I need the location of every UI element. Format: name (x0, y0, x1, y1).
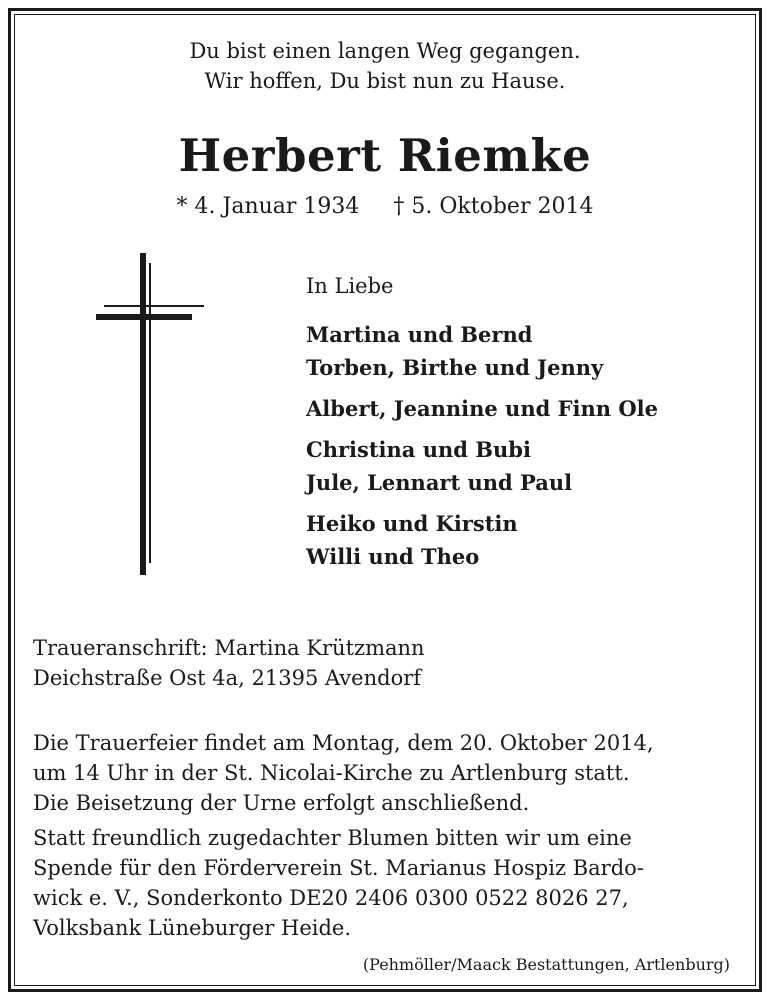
ceremony-line: Die Beisetzung der Urne erfolgt anschließend. (33, 791, 530, 815)
cross-vertical-line (149, 263, 151, 563)
donation-line: wick e. V., Sonderkonto DE20 2406 0300 0522 8026 27, (33, 886, 629, 910)
address-line: Traueranschrift: Martina Krützmann (33, 636, 425, 660)
mourner-line: Albert, Jeannine und Finn Ole (306, 396, 658, 421)
cross-icon (90, 253, 210, 575)
undertaker-credit: (Pehmöller/Maack Bestattungen, Artlenburg) (362, 955, 730, 974)
deceased-name: Herbert Riemke (178, 129, 592, 182)
mourner-line: Willi und Theo (306, 544, 480, 569)
death-date: † 5. Oktober 2014 (393, 194, 594, 219)
ceremony-line: Die Trauerfeier findet am Montag, dem 20. Oktober 2014, (33, 731, 654, 755)
birth-date: * 4. Januar 1934 (176, 194, 360, 219)
motto-line: Du bist einen langen Weg gegangen. (189, 39, 581, 63)
mourner-line: Christina und Bubi (306, 437, 531, 462)
address-line: Deichstraße Ost 4a, 21395 Avendorf (33, 666, 422, 690)
mourner-line: Heiko und Kirstin (306, 511, 518, 536)
cross-vertical-bar (140, 253, 146, 575)
mourner-group (306, 392, 658, 425)
cross-horizontal-bar (96, 314, 192, 320)
mourners-list (306, 318, 658, 581)
donation-line: Volksbank Lüneburger Heide. (33, 916, 352, 940)
donation-line: Spende für den Förderverein St. Marianus Hospiz Bardo- (33, 856, 644, 880)
mourners-intro: In Liebe (306, 274, 394, 298)
mourner-line: Martina und Bernd (306, 322, 533, 347)
donation-line: Statt freundlich zugedachter Blumen bitten wir um eine (33, 826, 632, 850)
life-dates (0, 192, 770, 222)
mourner-group (306, 318, 658, 384)
cross-horizontal-line (104, 305, 204, 307)
motto (0, 36, 770, 96)
donation-paragraph (33, 823, 644, 943)
ceremony-line: um 14 Uhr in der St. Nicolai-Kirche zu Artlenburg statt. (33, 761, 630, 785)
mourner-line: Jule, Lennart und Paul (306, 470, 573, 495)
mourner-group (306, 433, 658, 499)
ceremony-paragraph (33, 728, 654, 818)
mourner-line: Torben, Birthe und Jenny (306, 355, 604, 380)
motto-line: Wir hoffen, Du bist nun zu Hause. (204, 69, 566, 93)
mourning-address (33, 633, 425, 693)
mourner-group (306, 507, 658, 573)
